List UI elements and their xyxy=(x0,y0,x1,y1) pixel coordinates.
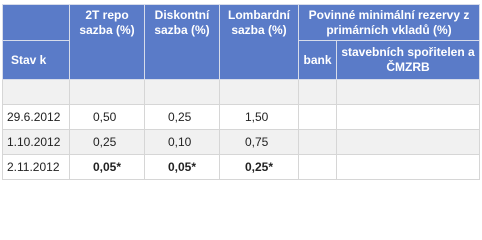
diskontni-cell: 0,25 xyxy=(145,105,220,130)
empty-cell xyxy=(3,80,70,105)
date-cell: 2.11.2012 xyxy=(3,155,70,180)
diskontni-cell: 0,10 xyxy=(145,130,220,155)
empty-cell xyxy=(70,80,145,105)
header-diskontni-line2: sazba (%) xyxy=(154,23,210,37)
header-repo-line2: sazba (%) xyxy=(79,23,135,37)
lombardni-cell: 1,50 xyxy=(220,105,299,130)
header-repo-line1: 2T repo xyxy=(85,8,129,22)
bank-cell xyxy=(299,105,337,130)
lombardni-cell: 0,75 xyxy=(220,130,299,155)
header-stavebnich-line1: stavebních spořitelen a xyxy=(341,45,475,59)
date-cell: 29.6.2012 xyxy=(3,105,70,130)
table-row xyxy=(3,130,480,155)
empty-cell xyxy=(145,80,220,105)
header-lombardni xyxy=(220,5,299,80)
diskontni-cell: 0,05* xyxy=(145,155,220,180)
repo-cell: 0,50 xyxy=(70,105,145,130)
stavebnich-cell xyxy=(337,155,480,180)
repo-cell: 0,25 xyxy=(70,130,145,155)
header-lombardni-line2: sazba (%) xyxy=(231,23,287,37)
repo-cell: 0,05* xyxy=(70,155,145,180)
header-repo xyxy=(70,5,145,80)
bank-cell xyxy=(299,155,337,180)
date-cell: 1.10.2012 xyxy=(3,130,70,155)
rates-table xyxy=(2,4,480,180)
bank-cell xyxy=(299,130,337,155)
header-stav-k-top xyxy=(3,5,70,41)
header-lombardni-line1: Lombardní xyxy=(228,8,290,22)
table-row xyxy=(3,80,480,105)
empty-cell xyxy=(337,80,480,105)
header-povinne-line2: primárních vkladů (%) xyxy=(326,23,452,37)
header-povinne xyxy=(299,5,480,41)
header-stavebnich-line2: ČMZRB xyxy=(386,60,430,74)
lombardni-cell: 0,25* xyxy=(220,155,299,180)
table-row xyxy=(3,105,480,130)
header-stavebnich xyxy=(337,41,480,80)
empty-cell xyxy=(299,80,337,105)
stavebnich-cell xyxy=(337,130,480,155)
header-povinne-line1: Povinné minimální rezervy z xyxy=(308,8,470,22)
header-stav-k: Stav k xyxy=(3,41,70,80)
header-diskontni xyxy=(145,5,220,80)
stavebnich-cell xyxy=(337,105,480,130)
header-bank: bank xyxy=(299,41,337,80)
table-row xyxy=(3,155,480,180)
empty-cell xyxy=(220,80,299,105)
header-diskontni-line1: Diskontní xyxy=(154,8,210,22)
header-row-1 xyxy=(3,5,480,41)
